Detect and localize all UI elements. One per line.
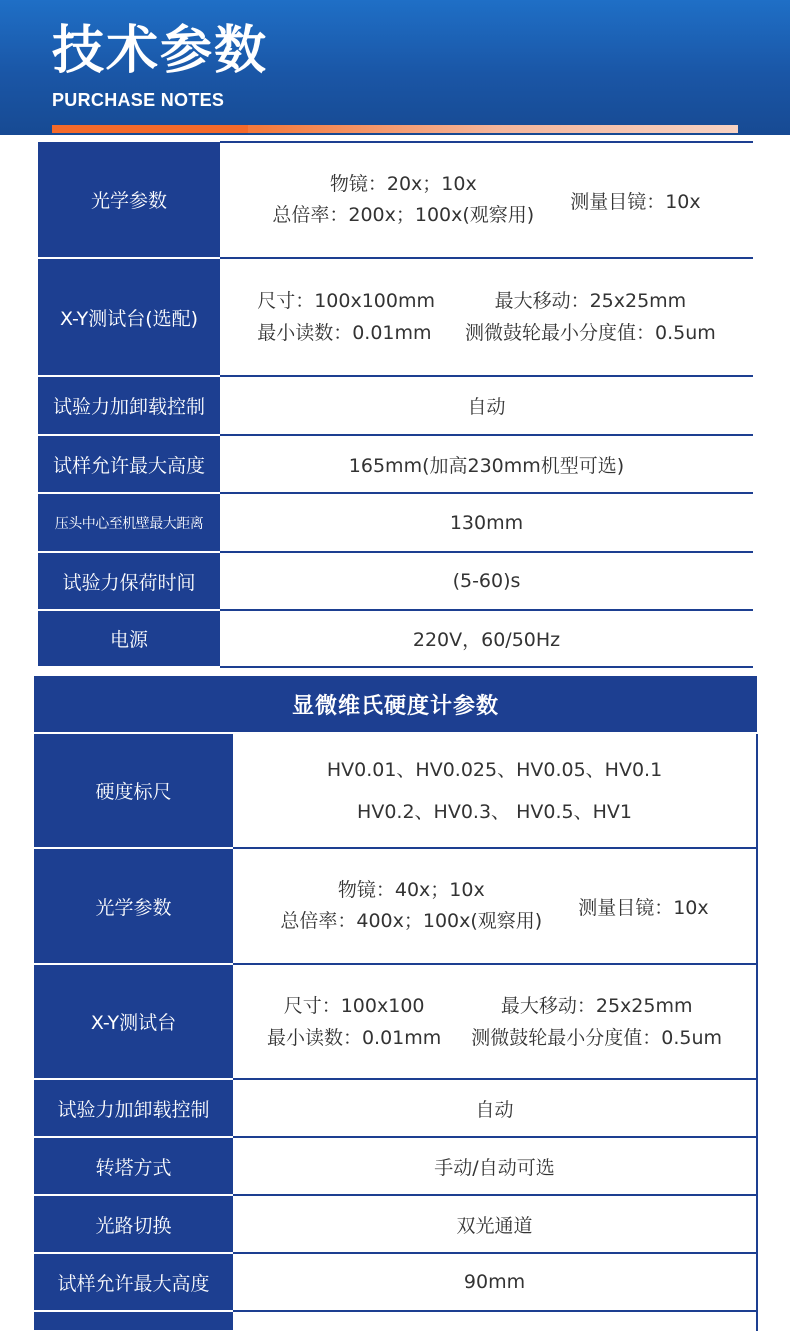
eyepiece-text: 测量目镜：10x (578, 896, 709, 919)
page-title: 技术参数 (52, 21, 269, 81)
header-accent-bar (52, 125, 738, 133)
hardness-scale-line: HV0.01、HV0.025、HV0.05、HV0.1 (326, 758, 663, 781)
spec-table-main (38, 141, 753, 668)
table-row (38, 142, 753, 258)
row-key: 试验力加卸载控制 (34, 1079, 233, 1137)
micrometer-division-text: 测微鼓轮最小分度值：0.5um (471, 1026, 723, 1049)
table-row-partial (34, 1311, 757, 1331)
table-row (38, 493, 753, 552)
objective-text: 物镜：20x；10x (329, 173, 477, 195)
row-key: 硬度标尺 (34, 733, 233, 848)
stage-travel-text: 最大移动：25x25mm (494, 290, 687, 312)
row-value: 220V，60/50Hz (220, 610, 753, 667)
row-value (233, 733, 757, 848)
spec-table-micro-vickers (34, 676, 758, 1332)
table-row (38, 610, 753, 667)
table-row (38, 435, 753, 493)
row-value (220, 258, 753, 376)
table-row (34, 733, 757, 848)
hardness-scale-line: HV0.2、HV0.3、 HV0.5、HV1 (357, 800, 632, 823)
row-key: 压头中心至机壁最大距离 (38, 493, 220, 552)
eyepiece-text: 测量目镜：10x (570, 190, 701, 213)
row-value: 手动/自动可选 (233, 1137, 757, 1195)
row-value: 165mm(加高230mm机型可选) (220, 435, 753, 493)
micrometer-division-text: 测微鼓轮最小分度值：0.5um (465, 322, 716, 344)
min-reading-text: 最小读数：0.01mm (257, 322, 432, 344)
row-value (233, 848, 757, 964)
min-reading-text: 最小读数：0.01mm (266, 1026, 442, 1049)
row-key: 试验力保荷时间 (38, 552, 220, 610)
row-key: X-Y测试台(选配) (38, 258, 220, 376)
table-row (34, 1253, 757, 1311)
table-row (34, 964, 757, 1079)
row-key: 电源 (38, 610, 220, 667)
table-row (34, 1079, 757, 1137)
row-key: X-Y测试台 (34, 964, 233, 1079)
row-key: 转塔方式 (34, 1137, 233, 1195)
table-row (34, 1195, 757, 1253)
stage-size-text: 尺寸：100x100mm (257, 290, 435, 312)
row-value (233, 964, 757, 1079)
table-title-row (34, 676, 757, 733)
row-key: 试样允许最大高度 (38, 435, 220, 493)
row-key (34, 1311, 233, 1331)
row-key: 试样允许最大高度 (34, 1253, 233, 1311)
row-key: 光学参数 (38, 142, 220, 258)
objective-text: 物镜：40x；10x (337, 879, 485, 901)
row-key: 试验力加卸载控制 (38, 376, 220, 435)
stage-size-text: 尺寸：100x100 (283, 994, 425, 1017)
row-value: (5-60)s (220, 552, 753, 610)
table-row (34, 1137, 757, 1195)
row-key: 光路切换 (34, 1195, 233, 1253)
row-key: 光学参数 (34, 848, 233, 964)
page-subtitle: PURCHASE NOTES (52, 90, 225, 110)
row-value: 自动 (220, 376, 753, 435)
total-magnification-text: 总倍率：400x；100x(观察用) (280, 910, 543, 932)
row-value (233, 1311, 757, 1331)
table-row (38, 258, 753, 376)
table-row (38, 376, 753, 435)
row-value: 自动 (233, 1079, 757, 1137)
row-value: 90mm (233, 1253, 757, 1311)
row-value: 130mm (220, 493, 753, 552)
stage-travel-text: 最大移动：25x25mm (500, 994, 693, 1017)
table-title: 显微维氏硬度计参数 (34, 676, 757, 733)
total-magnification-text: 总倍率：200x；100x(观察用) (272, 204, 535, 226)
page-header (0, 0, 790, 135)
table-row (34, 848, 757, 964)
row-value: 双光通道 (233, 1195, 757, 1253)
table-row (38, 552, 753, 610)
row-value (220, 142, 753, 258)
